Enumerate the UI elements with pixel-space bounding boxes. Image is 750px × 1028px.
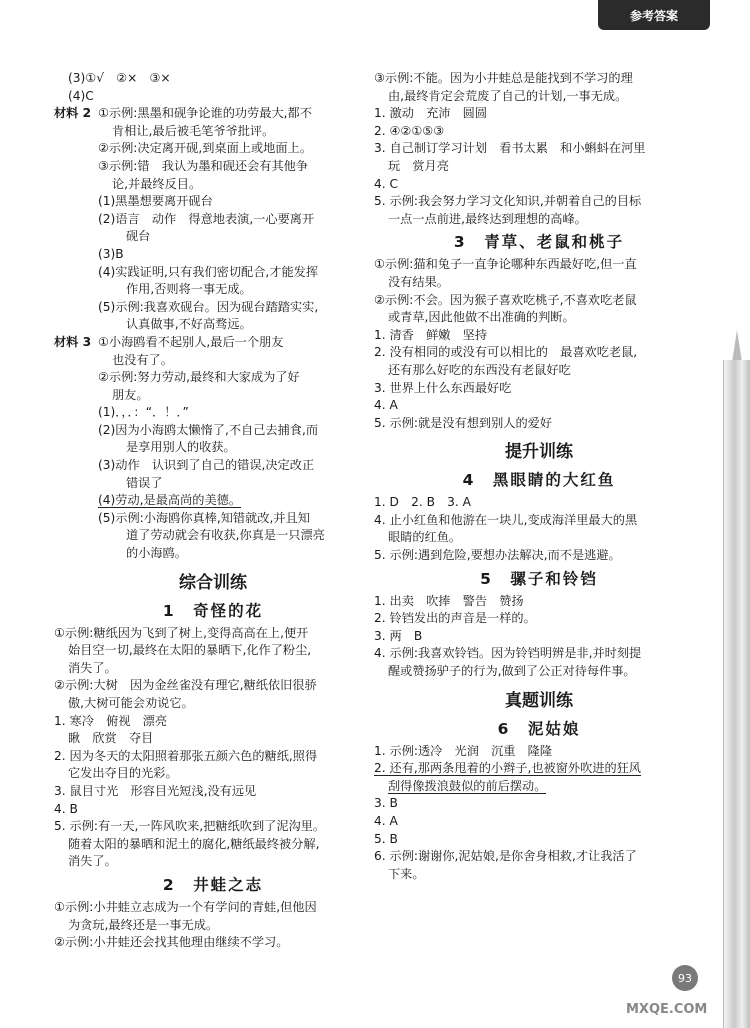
answer-line: 始目空一切,最终在太阳的暴晒下,化作了粉尘, xyxy=(68,643,312,658)
answer-line: 4. A xyxy=(374,398,398,413)
answer-line: (1)黑墨想要离开砚台 xyxy=(98,194,213,209)
answer-line: ①小海鸥看不起别人,最后一个朋友 xyxy=(98,334,284,349)
answer-line: 4. 止小红鱼和他游在一块儿,变成海洋里最大的黑 xyxy=(374,512,638,527)
answer-line: 5. 示例:我会努力学习文化知识,并朝着自己的目标 xyxy=(374,194,642,209)
answer-line: (5)示例:我喜欢砚台。因为砚台踏踏实实, xyxy=(98,299,319,314)
answer-line: ②示例:决定离开砚,到桌面上或地面上。 xyxy=(98,141,312,156)
underlined-answer: 刮得像拨浪鼓似的前后摆动。 xyxy=(388,778,547,793)
answer-line: 1. D 2. B 3. A xyxy=(374,495,471,510)
answer-line: 3. 两 B xyxy=(374,628,423,643)
section-title: 真题训练 xyxy=(505,690,573,711)
pen-tip-decoration xyxy=(732,330,742,362)
lesson-title: 6 泥姑娘 xyxy=(497,719,581,738)
answer-line: ①示例:猫和兔子一直争论哪种东西最好吃,但一直 xyxy=(374,257,637,272)
answer-line: 3. 世界上什么东西最好吃 xyxy=(374,380,512,395)
answer-line: 2. ④②①⑤③ xyxy=(374,123,445,138)
material-label: 材料 2 xyxy=(54,106,92,121)
left-column xyxy=(54,70,372,952)
section-title: 提升训练 xyxy=(505,442,573,463)
lesson-title: 2 井蛙之志 xyxy=(162,875,264,894)
answer-line: 或青草,因此他做不出准确的判断。 xyxy=(388,310,575,325)
answer-line: 砚台 xyxy=(126,229,151,244)
answer-line: 4. A xyxy=(374,814,398,828)
answer-line: 朋友。 xyxy=(112,387,149,402)
answer-line: 2. 铃铛发出的声音是一样的。 xyxy=(374,611,536,626)
answer-line: 4. B xyxy=(54,801,78,816)
watermark-text: MXQE.COM xyxy=(626,1002,708,1017)
answer-line: 傲,大树可能会劝说它。 xyxy=(68,696,194,710)
answer-line: 1. 示例:透冷 光润 沉重 隆隆 xyxy=(374,743,553,758)
answer-line: 是享用别人的收获。 xyxy=(126,440,236,455)
material-3-block xyxy=(54,334,372,563)
answer-line: 6. 示例:谢谢你,泥姑娘,是你舍身相救,才让我活了 xyxy=(374,849,637,864)
answer-line: (1)．，．：“．！．” xyxy=(98,405,189,420)
answer-line: ③示例:不能。因为小井蛙总是能找到不学习的理 xyxy=(374,71,633,85)
lesson-title: 4 黑眼睛的大红鱼 xyxy=(462,471,616,490)
lesson-5-answers xyxy=(374,593,704,681)
lesson-title: 1 奇怪的花 xyxy=(162,601,264,620)
lesson-4-answers xyxy=(374,494,704,564)
answer-line: ②示例:努力劳动,最终和大家成为了好 xyxy=(98,370,300,385)
answer-line: (3)动作 认识到了自己的错误,决定改正 xyxy=(98,458,315,473)
answer-line xyxy=(374,760,704,778)
answer-line: 下来。 xyxy=(388,866,425,881)
answer-line: ③示例:错 我认为墨和砚还会有其他争 xyxy=(98,158,309,173)
answer-line: 3. 自己制订学习计划 看书太累 和小蝌蚪在河里 xyxy=(374,141,646,156)
answer-line: 肯相让,最后被毛笔爷爷批评。 xyxy=(112,123,275,138)
answer-line: 道了劳动就会有收获,你真是一只漂亮 xyxy=(126,528,325,543)
answer-line: 它发出夺目的光彩。 xyxy=(68,766,178,781)
lesson-title: 5 骡子和铃铛 xyxy=(480,569,598,588)
right-column xyxy=(374,70,704,883)
answer-line: 瞅 欣赏 夺目 xyxy=(68,731,154,746)
answer-line: 5. B xyxy=(374,831,398,846)
answer-line: (5)示例:小海鸥你真棒,知错就改,并且知 xyxy=(98,510,310,525)
answer-line: (2)因为小海鸥太懒惰了,不自己去捕食,而 xyxy=(98,422,319,437)
answer-line: ②示例:大树 因为金丝雀没有理它,糖纸依旧很骄 xyxy=(54,678,317,693)
answer-key-tab: 参考答案 xyxy=(598,0,710,30)
answer-line: 一点一点前进,最终达到理想的高峰。 xyxy=(388,211,587,226)
answer-line: 1. 清香 鲜嫩 坚持 xyxy=(374,327,488,342)
lesson-2-answers xyxy=(54,899,372,952)
answer-line: (3)B xyxy=(98,246,124,261)
answer-line: 的小海鸥。 xyxy=(126,546,187,561)
answer-line: 玩 赏月亮 xyxy=(388,158,449,173)
answer-line: 由,最终肯定会荒废了自己的计划,一事无成。 xyxy=(388,88,628,103)
answer-line xyxy=(374,778,704,796)
answer-line: (2)语言 动作 得意地表演,一心要离开 xyxy=(98,211,315,226)
answer-line: (4)实践证明,只有我们密切配合,才能发挥 xyxy=(98,264,319,279)
lesson-3-answers xyxy=(374,256,704,432)
answer-line: 消失了。 xyxy=(68,854,117,869)
material-2-block xyxy=(54,105,372,334)
page-number: 93 xyxy=(672,965,698,991)
answer-line: 1. 激动 充沛 圆圆 xyxy=(374,106,488,121)
answer-line: 没有结果。 xyxy=(388,274,449,289)
answer-line: ①示例:糖纸因为飞到了树上,变得高高在上,便开 xyxy=(54,625,309,640)
section-title: 综合训练 xyxy=(179,572,247,593)
answer-line: ②示例:小井蛙还会找其他理由继续不学习。 xyxy=(54,935,289,950)
answer-line: 醒或赞扬驴子的行为,做到了公正对待每件事。 xyxy=(388,664,636,679)
answer-line: 眼睛的红鱼。 xyxy=(388,530,462,545)
answer-line: 1. 出卖 吹捧 警告 赞扬 xyxy=(374,593,524,608)
lesson-6-answers xyxy=(374,743,704,884)
underlined-answer: (4)劳动,是最高尚的美德。 xyxy=(98,493,242,508)
lesson-1-answers xyxy=(54,625,372,871)
answer-line: 2. 因为冬天的太阳照着那张五颜六色的糖纸,照得 xyxy=(54,748,318,763)
answer-line: 消失了。 xyxy=(68,660,117,675)
answer-line: 5. 示例:遇到危险,要想办法解决,而不是逃避。 xyxy=(374,548,621,563)
answer-line: 作用,否则将一事无成。 xyxy=(126,282,252,297)
material-label: 材料 3 xyxy=(54,334,92,349)
answer-line: 4. 示例:我喜欢铃铛。因为铃铛明辨是非,并时刻提 xyxy=(374,646,642,661)
answer-line: ①示例:黑墨和砚争论谁的功劳最大,都不 xyxy=(98,106,312,121)
answer-line: 为贪玩,最终还是一事无成。 xyxy=(68,917,219,932)
answer-line: 随着太阳的暴晒和泥土的腐化,糖纸最终被分解, xyxy=(68,836,320,851)
answer-line: (3)①√ ②× ③× xyxy=(68,71,171,85)
answer-line: (4)C xyxy=(68,88,94,103)
answer-line: 4. C xyxy=(374,176,399,191)
answer-line: 3. B xyxy=(374,796,398,811)
answer-line: 5. 示例:就是没有想到别人的爱好 xyxy=(374,415,553,430)
pen-decoration xyxy=(723,360,750,1028)
answer-line xyxy=(98,492,372,510)
answer-line: 5. 示例:有一天,一阵风吹来,把糖纸吹到了泥沟里。 xyxy=(54,819,326,834)
answer-line: 1. 寒冷 俯视 漂亮 xyxy=(54,713,168,728)
underlined-answer: 2. 还有,那两条甩着的小辫子,也被窗外吹进的狂风 xyxy=(374,761,641,776)
answer-line: 还有那么好吃的东西没有老鼠好吃 xyxy=(388,362,571,377)
answer-line: 认真做事,不好高骛远。 xyxy=(126,317,252,332)
answer-line: 论,并最终反目。 xyxy=(112,176,202,191)
lesson-title: 3 青草、老鼠和桃子 xyxy=(453,233,625,252)
answer-line: ②示例:不会。因为猴子喜欢吃桃子,不喜欢吃老鼠 xyxy=(374,292,637,307)
answer-line: ①示例:小井蛙立志成为一个有学问的青蛙,但他因 xyxy=(54,899,317,914)
answer-line: 3. 鼠目寸光 形容目光短浅,没有远见 xyxy=(54,783,257,798)
lesson-2-answers-continued xyxy=(374,70,704,228)
answer-line: 错误了 xyxy=(126,475,163,490)
answer-line: 也没有了。 xyxy=(112,352,173,367)
answer-line: 2. 没有相同的或没有可以相比的 最喜欢吃老鼠, xyxy=(374,345,638,360)
